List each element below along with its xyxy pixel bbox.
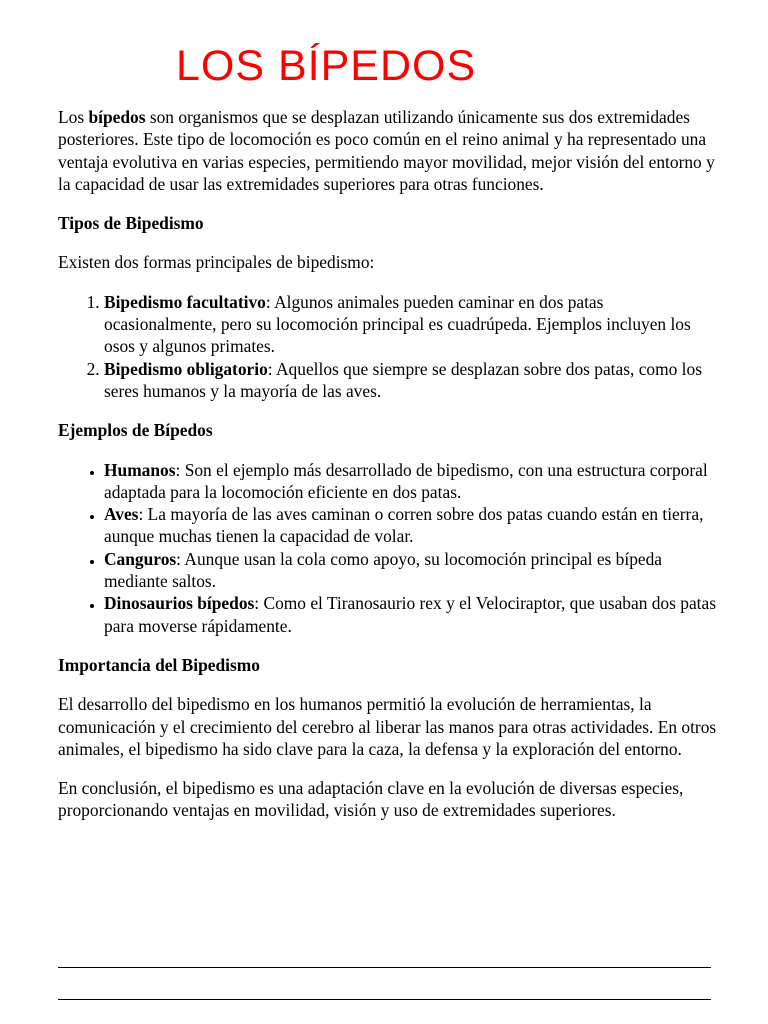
- list-item: [104, 548, 720, 593]
- section-heading-examples: Ejemplos de Bípedos: [58, 420, 213, 441]
- importance-paragraph: El desarrollo del bipedismo en los humanos permitió la evolución de herramientas, la comunicación y el crecimiento del cerebro al liberar las manos para otras actividades. En otros animales, el bipedismo ha sido clave para la caza, la defensa y la exploración del entorno.: [58, 694, 717, 759]
- list-item-text: : Son el ejemplo más desarrollado de bipedismo, con una estructura corporal adaptada para la locomoción eficiente en dos patas.: [104, 459, 708, 502]
- section-heading-importance: Importancia del Bipedismo: [58, 654, 260, 675]
- list-item-text: : Como el Tiranosaurio rex y el Velociraptor, que usaban dos patas para moverse rápidamente.: [104, 593, 716, 636]
- list-item-text: : La mayoría de las aves caminan o corren sobre dos patas cuando están en tierra, aunque muchas tienen la capacidad de volar.: [104, 504, 704, 547]
- list-item-term: Aves: [104, 504, 139, 525]
- section-heading-types: Tipos de Bipedismo: [58, 213, 204, 234]
- divider-line: [58, 999, 711, 1000]
- list-item-term: Humanos: [104, 459, 176, 480]
- types-list: [58, 291, 720, 402]
- intro-paragraph: [58, 106, 720, 195]
- list-item-term: Canguros: [104, 548, 177, 569]
- list-item-text: : Aquellos que siempre se desplazan sobre dos patas, como los seres humanos y la mayoría de las aves.: [104, 358, 702, 401]
- conclusion-paragraph: En conclusión, el bipedismo es una adaptación clave en la evolución de diversas especies, proporcionando ventajas en movilidad, visión y uso de extremidades superiores.: [58, 778, 684, 821]
- list-item: [104, 459, 720, 504]
- list-item: [104, 503, 720, 548]
- list-item-term: Bipedismo obligatorio: [104, 358, 268, 379]
- intro-bold-term: bípedos: [88, 107, 146, 127]
- types-lead: Existen dos formas principales de bipedismo:: [58, 252, 375, 273]
- list-item: [104, 592, 720, 637]
- document-body: [58, 106, 720, 839]
- intro-prefix: Los: [58, 107, 89, 127]
- list-item: [104, 291, 720, 358]
- divider-line: [58, 967, 711, 968]
- list-item: [104, 358, 720, 403]
- examples-list: [58, 459, 720, 637]
- list-item-text: : Aunque usan la cola como apoyo, su locomoción principal es bípeda mediante saltos.: [104, 548, 663, 592]
- list-item-term: Dinosaurios bípedos: [104, 593, 255, 614]
- page-title: LOS BÍPEDOS: [176, 42, 477, 90]
- intro-text: son organismos que se desplazan utilizando únicamente sus dos extremidades posteriores. Este tipo de locomoción es poco común en el reino animal y ha representado una ventaja evolutiva en varias especies, permitiendo mayor movilidad, mejor visión del entorno y la capacidad de usar las extremidades superiores para otras funciones.: [58, 107, 715, 194]
- list-item-term: Bipedismo facultativo: [104, 291, 266, 312]
- list-item-text: : Algunos animales pueden caminar en dos patas ocasionalmente, pero su locomoción principal es cuadrúpeda. Ejemplos incluyen los osos y algunos primates.: [104, 291, 691, 357]
